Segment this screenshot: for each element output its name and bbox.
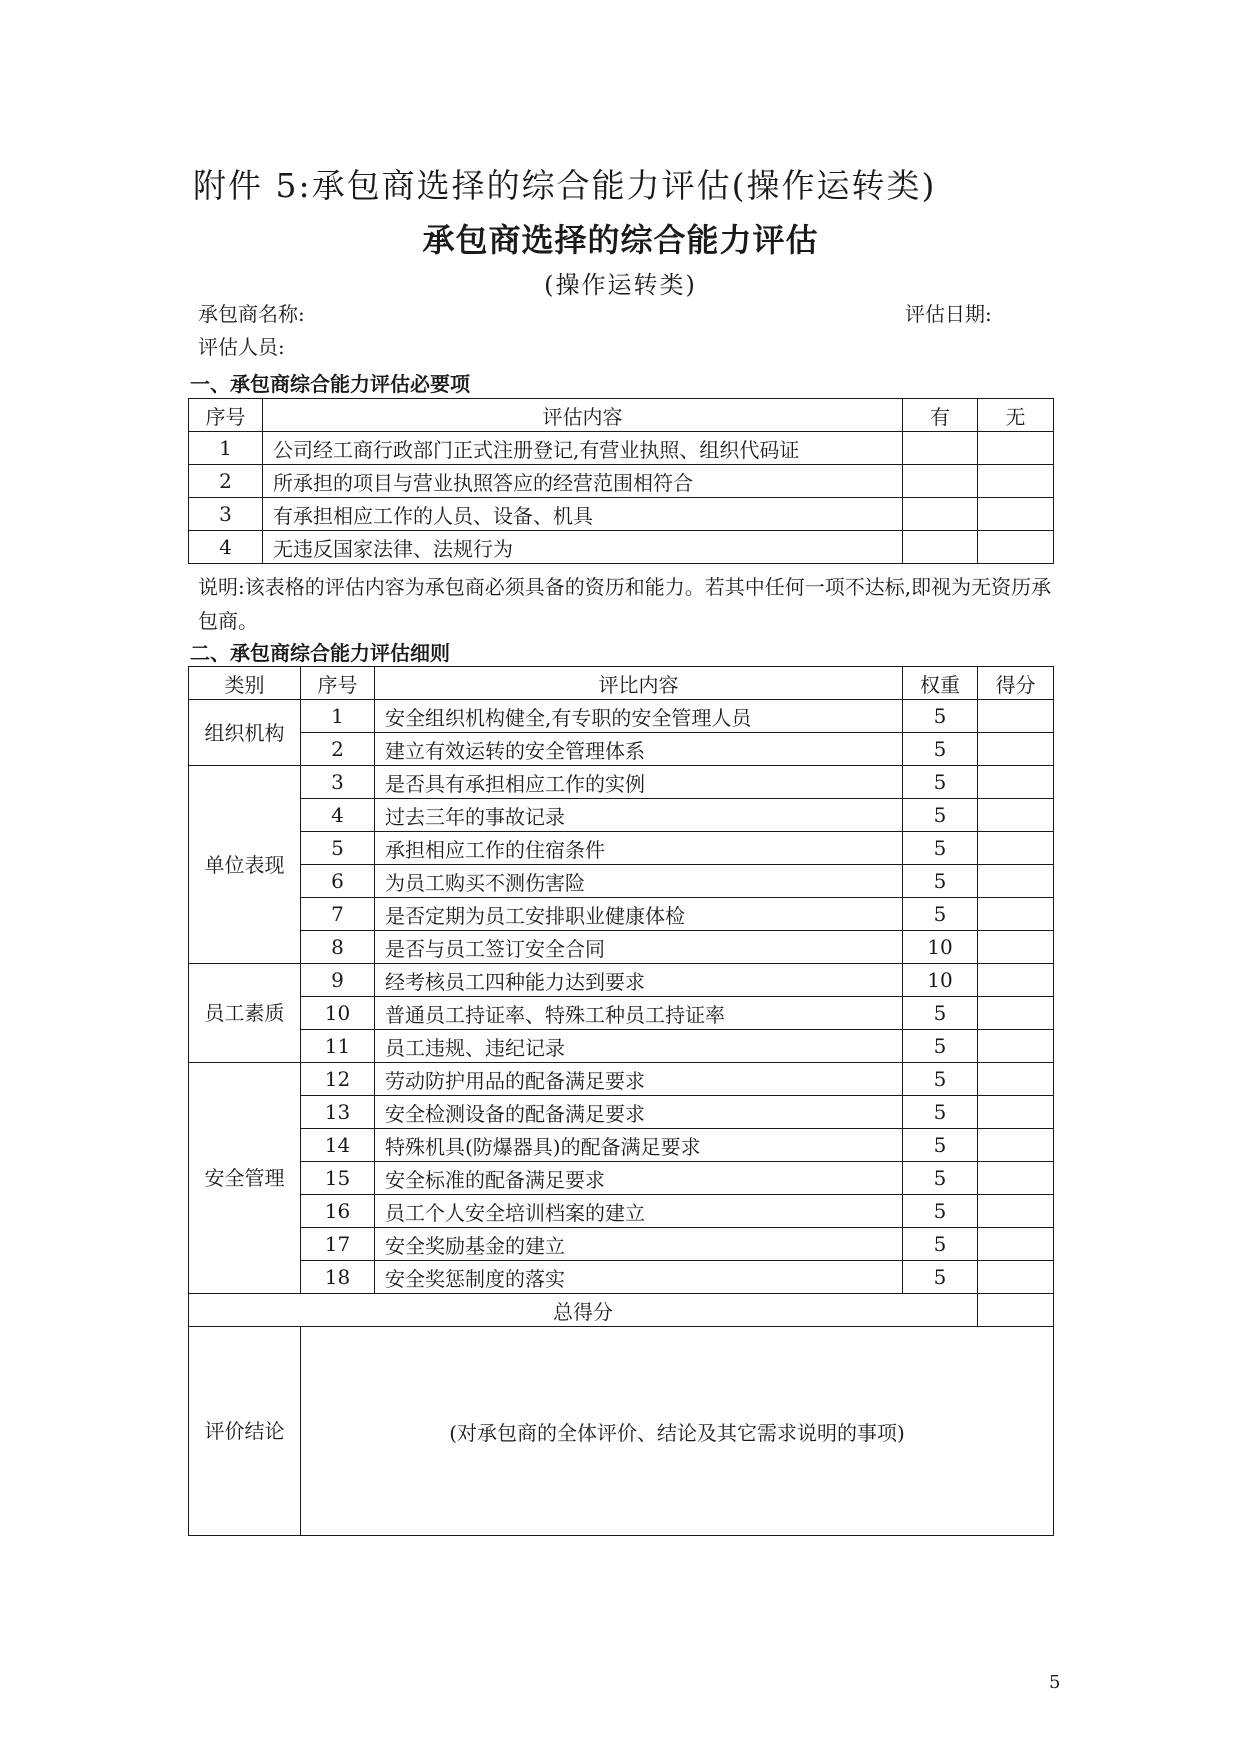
yes-cell[interactable] [903,465,978,498]
weight-cell: 5 [903,1129,978,1162]
row-number: 12 [301,1063,375,1096]
conclusion-label: 评价结论 [189,1327,301,1536]
table-row [189,898,1054,931]
row-content: 过去三年的事故记录 [375,799,903,832]
column-header: 类别 [189,667,301,700]
column-header: 得分 [978,667,1054,700]
row-content: 有承担相应工作的人员、设备、机具 [263,498,903,531]
score-cell[interactable] [978,1096,1054,1129]
row-number: 1 [189,432,263,465]
row-number: 11 [301,1030,375,1063]
row-number: 15 [301,1162,375,1195]
column-header: 有 [903,399,978,432]
total-score-cell[interactable] [978,1294,1054,1327]
row-content: 安全奖惩制度的落实 [375,1261,903,1294]
column-header: 权重 [903,667,978,700]
score-cell[interactable] [978,1228,1054,1261]
row-number: 18 [301,1261,375,1294]
row-content: 安全检测设备的配备满足要求 [375,1096,903,1129]
page-number: 5 [1049,1672,1061,1693]
weight-cell: 10 [903,931,978,964]
score-cell[interactable] [978,997,1054,1030]
row-number: 9 [301,964,375,997]
score-cell[interactable] [978,1195,1054,1228]
table-row [189,1030,1054,1063]
sub-title: (操作运转类) [544,271,697,299]
row-number: 16 [301,1195,375,1228]
conclusion-hint: (对承包商的全体评价、结论及其它需求说明的事项) [449,1420,905,1445]
row-content: 建立有效运转的安全管理体系 [375,733,903,766]
row-content: 所承担的项目与营业执照答应的经营范围相符合 [263,465,903,498]
row-number: 2 [301,733,375,766]
weight-cell: 5 [903,1063,978,1096]
weight-cell: 5 [903,1162,978,1195]
assessor-label: 评估人员: [198,335,285,359]
required-items-table [188,398,1054,564]
assessment-detail-table [188,666,1054,1536]
table-row [189,832,1054,865]
section1-note: 说明:该表格的评估内容为承包商必须具备的资历和能力。若其中任何一项不达标,即视为无资历承包商。 [198,575,1052,633]
main-title: 承包商选择的综合能力评估 [422,221,819,259]
row-content: 是否具有承担相应工作的实例 [375,766,903,799]
yes-cell[interactable] [903,432,978,465]
score-cell[interactable] [978,1261,1054,1294]
column-header: 序号 [301,667,375,700]
weight-cell: 5 [903,766,978,799]
weight-cell: 5 [903,733,978,766]
row-number: 4 [301,799,375,832]
row-content: 安全奖励基金的建立 [375,1228,903,1261]
row-number: 7 [301,898,375,931]
score-cell[interactable] [978,898,1054,931]
category-cell: 安全管理 [189,1063,301,1294]
score-cell[interactable] [978,1063,1054,1096]
conclusion-field[interactable] [301,1327,1054,1536]
row-content: 安全组织机构健全,有专职的安全管理人员 [375,700,903,733]
row-number: 14 [301,1129,375,1162]
row-content: 公司经工商行政部门正式注册登记,有营业执照、组织代码证 [263,432,903,465]
weight-cell: 5 [903,799,978,832]
row-number: 8 [301,931,375,964]
row-content: 经考核员工四种能力达到要求 [375,964,903,997]
column-header: 评估内容 [263,399,903,432]
score-cell[interactable] [978,700,1054,733]
table-row [189,1129,1054,1162]
row-content: 是否与员工签订安全合同 [375,931,903,964]
weight-cell: 5 [903,1096,978,1129]
yes-cell[interactable] [903,531,978,564]
attachment-title: 附件 5:承包商选择的综合能力评估(操作运转类) [193,166,937,205]
assessment-date-label: 评估日期: [905,302,992,326]
no-cell[interactable] [978,432,1054,465]
row-number: 3 [189,498,263,531]
table-row [189,432,1054,465]
score-cell[interactable] [978,1162,1054,1195]
score-cell[interactable] [978,766,1054,799]
table-row [189,465,1054,498]
contractor-name-label: 承包商名称: [198,302,305,326]
row-content: 特殊机具(防爆器具)的配备满足要求 [375,1129,903,1162]
score-cell[interactable] [978,865,1054,898]
score-cell[interactable] [978,799,1054,832]
table-row [189,1096,1054,1129]
table-row [189,498,1054,531]
table-row [189,531,1054,564]
category-cell: 员工素质 [189,964,301,1063]
weight-cell: 5 [903,1195,978,1228]
row-number: 13 [301,1096,375,1129]
row-content: 为员工购买不测伤害险 [375,865,903,898]
weight-cell: 5 [903,997,978,1030]
table-row [189,733,1054,766]
row-content: 是否定期为员工安排职业健康体检 [375,898,903,931]
row-number: 1 [301,700,375,733]
score-cell[interactable] [978,832,1054,865]
table-row [189,865,1054,898]
row-number: 4 [189,531,263,564]
score-cell[interactable] [978,1030,1054,1063]
category-cell: 组织机构 [189,700,301,766]
row-content: 普通员工持证率、特殊工种员工持证率 [375,997,903,1030]
row-number: 6 [301,865,375,898]
table-row [189,799,1054,832]
table-row [189,1195,1054,1228]
total-row [189,1294,1054,1327]
table-header-row [189,667,1054,700]
weight-cell: 5 [903,832,978,865]
table-row [189,964,1054,997]
category-cell: 单位表现 [189,766,301,964]
table-row [189,931,1054,964]
weight-cell: 10 [903,964,978,997]
weight-cell: 5 [903,1228,978,1261]
row-content: 无违反国家法律、法规行为 [263,531,903,564]
table-row [189,700,1054,733]
column-header: 无 [978,399,1054,432]
table-row [189,1261,1054,1294]
weight-cell: 5 [903,1261,978,1294]
no-cell[interactable] [978,498,1054,531]
column-header: 评比内容 [375,667,903,700]
table-row [189,997,1054,1030]
table-row [189,1162,1054,1195]
table-row [189,1063,1054,1096]
score-cell[interactable] [978,964,1054,997]
yes-cell[interactable] [903,498,978,531]
weight-cell: 5 [903,1030,978,1063]
row-content: 承担相应工作的住宿条件 [375,832,903,865]
row-number: 5 [301,832,375,865]
weight-cell: 5 [903,898,978,931]
table-header-row [189,399,1054,432]
no-cell[interactable] [978,465,1054,498]
column-header: 序号 [189,399,263,432]
row-number: 10 [301,997,375,1030]
table-row [189,766,1054,799]
weight-cell: 5 [903,700,978,733]
row-number: 2 [189,465,263,498]
row-content: 安全标准的配备满足要求 [375,1162,903,1195]
row-number: 17 [301,1228,375,1261]
row-number: 3 [301,766,375,799]
row-content: 劳动防护用品的配备满足要求 [375,1063,903,1096]
row-content: 员工个人安全培训档案的建立 [375,1195,903,1228]
score-cell[interactable] [978,1129,1054,1162]
section2-heading: 二、承包商综合能力评估细则 [190,641,450,665]
score-cell[interactable] [978,931,1054,964]
table-row [189,1228,1054,1261]
conclusion-row [189,1327,1054,1536]
section1-heading: 一、承包商综合能力评估必要项 [190,372,470,396]
row-content: 员工违规、违纪记录 [375,1030,903,1063]
total-score-label: 总得分 [189,1294,978,1327]
no-cell[interactable] [978,531,1054,564]
score-cell[interactable] [978,733,1054,766]
weight-cell: 5 [903,865,978,898]
